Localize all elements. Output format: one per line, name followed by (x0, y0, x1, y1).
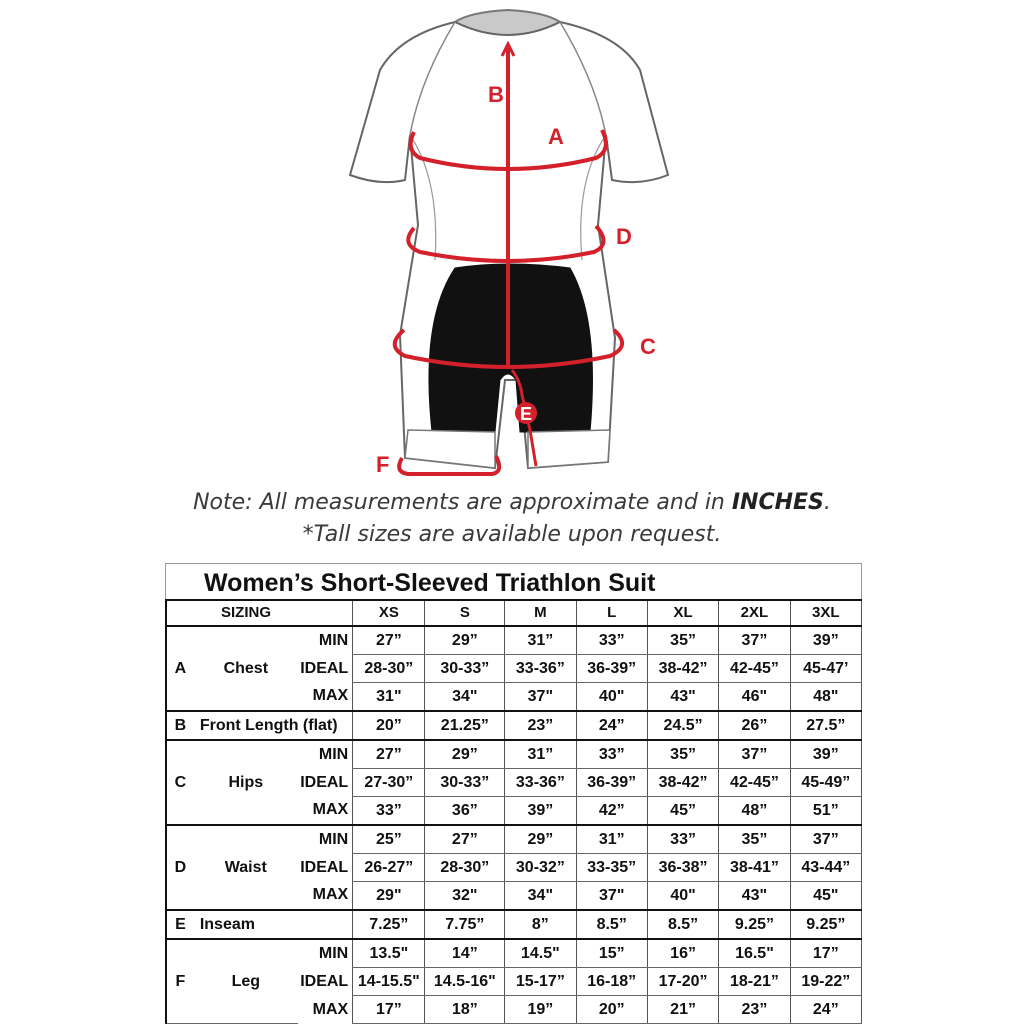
note-approximate (0, 490, 1024, 515)
size-value: 36-39” (576, 769, 647, 797)
size-value: 33-36” (505, 655, 576, 683)
note-period: . (823, 490, 831, 515)
size-value: 9.25” (790, 910, 861, 939)
size-table (165, 599, 862, 1024)
chart-title: Women’s Short-Sleeved Triathlon Suit (165, 563, 862, 599)
measurement-letter: A (166, 626, 194, 711)
table-row (166, 626, 862, 655)
size-value: 18-21” (719, 968, 790, 996)
size-value: 15-17” (505, 968, 576, 996)
size-value: 27-30” (353, 769, 425, 797)
note-tall-sizes: *Tall sizes are available upon request. (302, 522, 722, 547)
fit-level: MIN (298, 939, 353, 968)
size-value: 19-22” (790, 968, 861, 996)
size-value: 27” (425, 825, 505, 854)
size-value: 25” (353, 825, 425, 854)
size-value: 7.75” (425, 910, 505, 939)
size-value: 14-15.5" (353, 968, 425, 996)
size-header: S (425, 600, 505, 626)
size-value: 42-45” (719, 655, 790, 683)
table-row (166, 711, 862, 740)
measurement-name: Inseam (194, 910, 353, 939)
note-text: Note: All measurements are approximate and in (193, 490, 732, 515)
size-value: 45” (647, 797, 718, 826)
size-value: 30-33” (425, 655, 505, 683)
size-header: XS (353, 600, 425, 626)
measurement-letter: E (166, 910, 194, 939)
size-value: 34" (425, 683, 505, 712)
size-value: 27.5” (790, 711, 861, 740)
fit-level: MIN (298, 626, 353, 655)
size-value: 16.5" (719, 939, 790, 968)
size-value: 46" (719, 683, 790, 712)
size-value: 27” (353, 626, 425, 655)
size-chart (165, 563, 862, 1024)
size-header: 2XL (719, 600, 790, 626)
size-value: 26-27” (353, 854, 425, 882)
size-value: 39” (790, 740, 861, 769)
size-value: 31” (576, 825, 647, 854)
size-value: 38-42” (647, 769, 718, 797)
size-value: 28-30” (425, 854, 505, 882)
size-value: 36” (425, 797, 505, 826)
size-value: 33-36” (505, 769, 576, 797)
measure-label-b: B (488, 82, 504, 107)
measurement-name: Hips (194, 740, 298, 825)
note-unit: INCHES (731, 490, 824, 515)
size-value: 33” (647, 825, 718, 854)
size-value: 27” (353, 740, 425, 769)
size-value: 35” (719, 825, 790, 854)
fit-level: IDEAL (300, 972, 349, 990)
size-value: 7.25” (353, 910, 425, 939)
size-header: 3XL (790, 600, 861, 626)
size-value: 37" (576, 882, 647, 911)
size-value: 39” (790, 626, 861, 655)
size-value: 36-39” (576, 655, 647, 683)
size-value: 43" (719, 882, 790, 911)
measure-label-e: E (519, 404, 533, 424)
size-value: 30-32” (505, 854, 576, 882)
size-value: 20” (353, 711, 425, 740)
size-value: 42” (576, 797, 647, 826)
size-value: 29” (425, 740, 505, 769)
table-row (166, 910, 862, 939)
size-value: 33-35” (576, 854, 647, 882)
size-value: 51” (790, 797, 861, 826)
size-value: 29" (353, 882, 425, 911)
size-value: 31" (353, 683, 425, 712)
size-value: 40" (647, 882, 718, 911)
size-value: 8.5” (576, 910, 647, 939)
size-value: 26” (719, 711, 790, 740)
size-value: 24” (576, 711, 647, 740)
measurement-letter: C (166, 740, 194, 825)
size-header: XL (647, 600, 718, 626)
size-value: 9.25” (719, 910, 790, 939)
size-value: 48” (719, 797, 790, 826)
measurement-name: Waist (194, 825, 298, 910)
size-value: 38-41” (719, 854, 790, 882)
size-value: 43" (647, 683, 718, 712)
size-value: 35” (647, 626, 718, 655)
size-value: 37" (505, 683, 576, 712)
measurement-name: Leg (194, 939, 298, 1024)
size-value: 19” (505, 996, 576, 1024)
measurement-name: Chest (194, 626, 298, 711)
size-value: 33” (353, 797, 425, 826)
size-value: 18” (425, 996, 505, 1024)
size-value: 31” (505, 626, 576, 655)
size-header: M (505, 600, 576, 626)
size-value: 33” (576, 740, 647, 769)
size-value: 21.25” (425, 711, 505, 740)
fit-level: MAX (312, 687, 349, 705)
size-value: 30-33” (425, 769, 505, 797)
measurement-letter: B (166, 711, 194, 740)
size-value: 35” (647, 740, 718, 769)
size-value: 13.5" (353, 939, 425, 968)
measure-label-c: C (640, 334, 656, 359)
size-value: 20” (576, 996, 647, 1024)
size-value: 29” (505, 825, 576, 854)
shorts-panel (429, 264, 593, 432)
size-value: 45-47’ (790, 655, 861, 683)
fit-level: MAX (312, 886, 349, 904)
leg-cuff-left (405, 430, 495, 468)
size-value: 17” (790, 939, 861, 968)
fit-level: MAX (312, 801, 349, 819)
size-value: 42-45” (719, 769, 790, 797)
size-value: 16-18” (576, 968, 647, 996)
fit-level: IDEAL (300, 659, 349, 677)
size-value: 8” (505, 910, 576, 939)
size-value: 15” (576, 939, 647, 968)
measure-label-a: A (548, 124, 564, 149)
fit-level: MIN (298, 825, 353, 854)
size-value: 8.5” (647, 910, 718, 939)
table-row (166, 825, 862, 854)
size-value: 17-20” (647, 968, 718, 996)
measurement-letter: F (166, 939, 194, 1024)
fit-level: IDEAL (300, 858, 349, 876)
size-value: 38-42” (647, 655, 718, 683)
measure-label-f: F (376, 452, 390, 477)
size-value: 14.5-16" (425, 968, 505, 996)
sizing-label: SIZING (166, 600, 353, 626)
size-value: 45" (790, 882, 861, 911)
size-value: 31” (505, 740, 576, 769)
size-value: 45-49” (790, 769, 861, 797)
size-value: 16” (647, 939, 718, 968)
size-value: 23” (719, 996, 790, 1024)
size-value: 24.5” (647, 711, 718, 740)
size-value: 37” (719, 626, 790, 655)
size-value: 40" (576, 683, 647, 712)
size-value: 28-30” (353, 655, 425, 683)
size-value: 37” (719, 740, 790, 769)
fit-level: MAX (312, 1000, 349, 1018)
size-value: 39” (505, 797, 576, 826)
fit-level: MIN (298, 740, 353, 769)
size-value: 29” (425, 626, 505, 655)
size-value: 32" (425, 882, 505, 911)
size-value: 36-38” (647, 854, 718, 882)
fit-level: IDEAL (300, 773, 349, 791)
size-value: 33” (576, 626, 647, 655)
size-value: 14.5" (505, 939, 576, 968)
measurement-name: Front Length (flat) (194, 711, 353, 740)
size-value: 23” (505, 711, 576, 740)
header-row (166, 600, 862, 626)
size-value: 37” (790, 825, 861, 854)
size-header: L (576, 600, 647, 626)
measure-label-d: D (616, 224, 632, 249)
size-value: 43-44” (790, 854, 861, 882)
table-row (166, 740, 862, 769)
size-value: 21” (647, 996, 718, 1024)
leg-cuff-right (528, 430, 610, 468)
measurement-letter: D (166, 825, 194, 910)
size-value: 24” (790, 996, 861, 1024)
table-row (166, 939, 862, 968)
size-value: 17” (353, 996, 425, 1024)
size-value: 14” (425, 939, 505, 968)
size-value: 34" (505, 882, 576, 911)
size-value: 48" (790, 683, 861, 712)
